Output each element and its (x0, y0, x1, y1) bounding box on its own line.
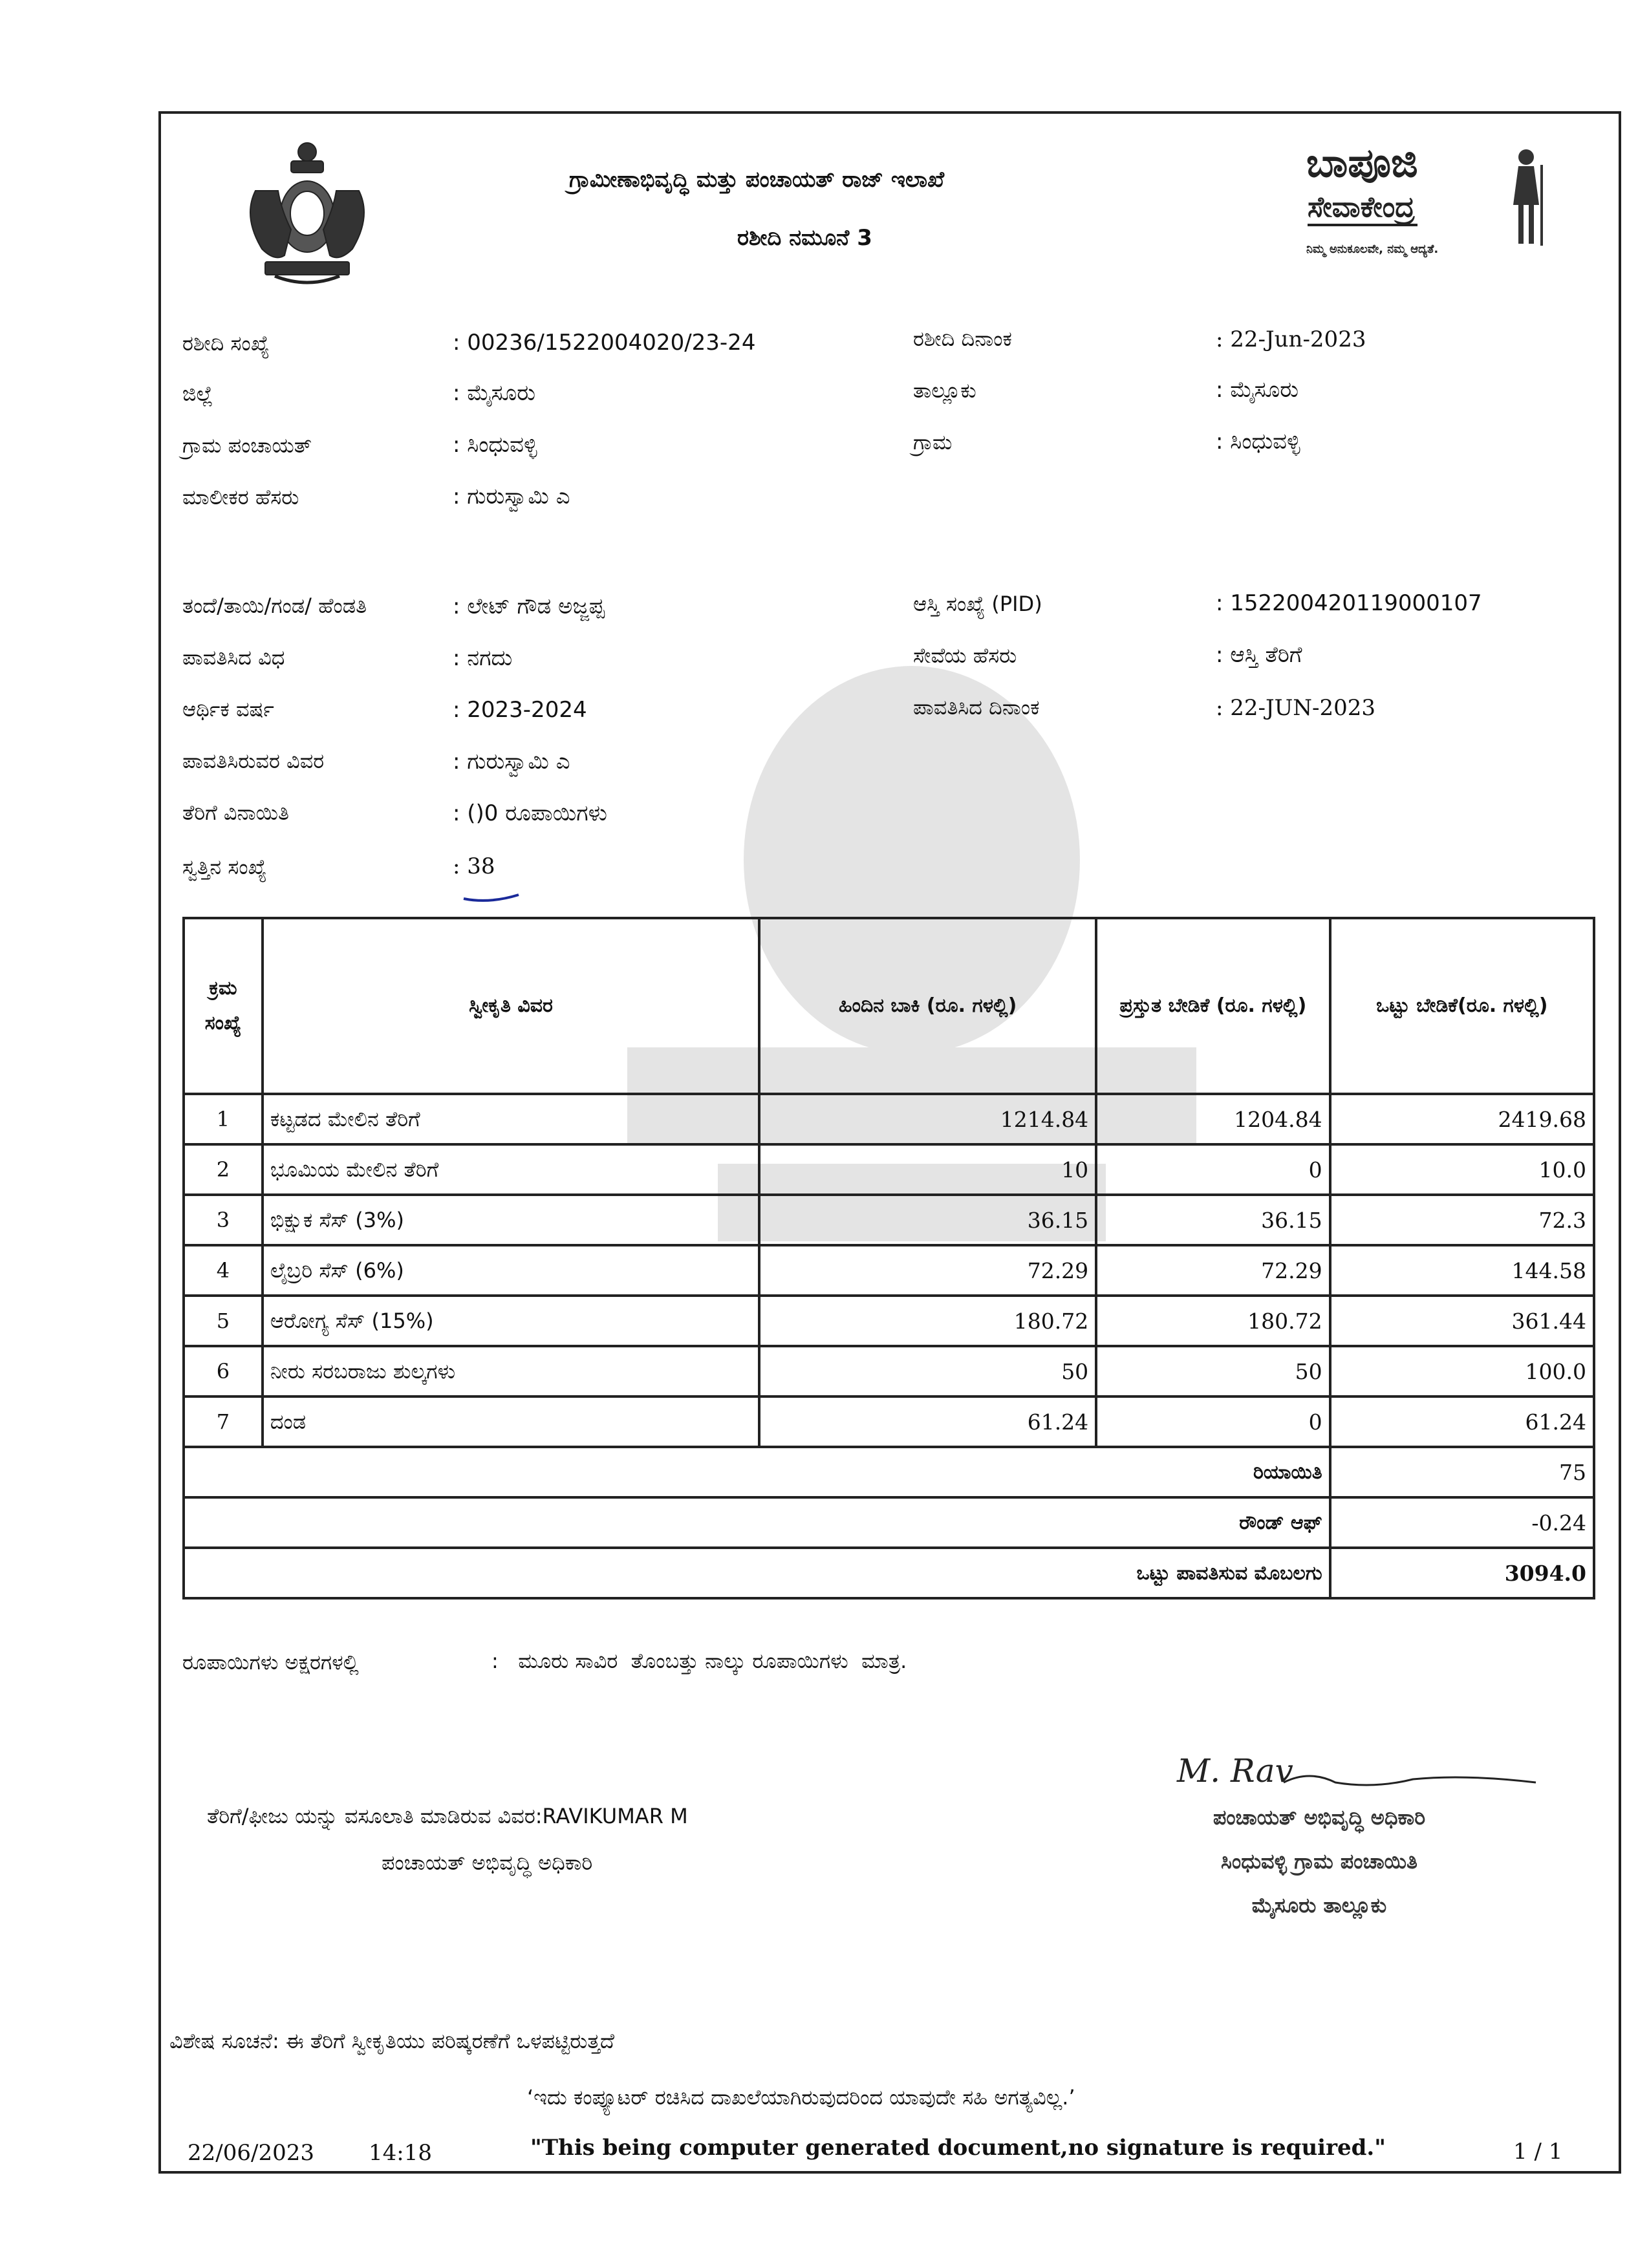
logo-tagline: ನಿಮ್ಮ ಅನುಕೂಲವೇ, ನಮ್ಮ ಆದ್ಯತೆ. (1306, 242, 1439, 256)
cell-description: ದಂಡ (263, 1396, 759, 1447)
field-value: : ಮೈಸೂರು (453, 380, 536, 406)
field-label: ಸೇವೆಯ ಹೆಸರು (913, 643, 1017, 668)
kannada-disclaimer: ‘ಇದು ಕಂಪ್ಯೂಟರ್ ರಚಿಸಿದ ದಾಖಲೆಯಾಗಿರುವುದರಿಂದ ಯಾವುದೇ ಸಹಿ ಅಗತ್ಯವಿಲ್ಲ.’ (527, 2085, 1075, 2110)
department-title: ಗ್ರಾಮೀಣಾಭಿವೃದ್ಧಿ ಮತ್ತು ಪಂಚಾಯತ್ ರಾಜ್ ಇಲಾಖೆ (569, 167, 945, 193)
table-row (184, 1094, 1594, 1144)
field-label: ತಂದೆ/ತಾಯಿ/ಗಂಡ/ ಹೆಂಡತಿ (182, 594, 367, 618)
handwritten-signature: M. Rav (1177, 1752, 1293, 1790)
summary-label: ಒಟ್ಟು ಪಾವತಿಸುವ ಮೊಬಲಗು (184, 1548, 1330, 1598)
cell-sl: 7 (184, 1396, 263, 1447)
logo-name: ಬಾಪೂಜಿ (1306, 139, 1418, 186)
karnataka-emblem-icon (230, 133, 385, 288)
cell-current: 1204.84 (1096, 1094, 1330, 1144)
stamp-line-3: ಮೈಸೂರು ತಾಲ್ಲೂಕು (1251, 1893, 1387, 1918)
field-label: ತಾಲ್ಲೂಕು (913, 378, 976, 403)
cell-previous: 10 (759, 1144, 1096, 1195)
field-label: ರಶೀದಿ ದಿನಾಂಕ (913, 326, 1012, 351)
cell-total: 10.0 (1330, 1144, 1594, 1195)
summary-label: ರಿಯಾಯಿತಿ (184, 1447, 1330, 1497)
field-label: ಪಾವತಿಸಿರುವರ ವಿವರ (182, 749, 325, 773)
field-value: : ()0 ರೂಪಾಯಿಗಳು (453, 800, 607, 826)
cell-description: ಆರೋಗ್ಯ ಸೆಸ್ (15%) (263, 1296, 759, 1346)
bapuji-logo (1306, 139, 1552, 268)
summary-row-total-payable (184, 1548, 1594, 1598)
cell-sl: 5 (184, 1296, 263, 1346)
field-value: : ನಗದು (453, 645, 513, 671)
cell-previous: 72.29 (759, 1245, 1096, 1296)
field-value: : 38 (453, 853, 495, 879)
field-label: ಪಾವತಿಸಿದ ವಿಧ (182, 645, 285, 670)
cell-total: 361.44 (1330, 1296, 1594, 1346)
field-value: : 152200420119000107 (1216, 590, 1482, 616)
field-value: : ಗುರುಸ್ವಾಮಿ ಎ (453, 749, 570, 775)
cell-sl: 6 (184, 1346, 263, 1396)
cell-sl: 1 (184, 1094, 263, 1144)
table-row (184, 1144, 1594, 1195)
collector-designation: ಪಂಚಾಯತ್ ಅಭಿವೃದ್ಧಿ ಅಧಿಕಾರಿ (382, 1850, 593, 1875)
official-stamp (1138, 1752, 1539, 1946)
cell-current: 72.29 (1096, 1245, 1330, 1296)
amount-words-label: ರೂಪಾಯಿಗಳು ಅಕ್ಷರಗಳಲ್ಲಿ (182, 1650, 359, 1674)
cell-current: 0 (1096, 1144, 1330, 1195)
summary-row-round-off (184, 1497, 1594, 1548)
cell-previous: 180.72 (759, 1296, 1096, 1346)
cell-description: ಲೈಬ್ರರಿ ಸೆಸ್ (6%) (263, 1245, 759, 1296)
logo-subtitle: ಸೇವಾಕೇಂದ್ರ (1308, 191, 1417, 226)
field-value: : ಮೈಸೂರು (1216, 377, 1299, 403)
collector-details: ತೆರಿಗೆ/ಫೀಜು ಯನ್ನು ವಸೂಲಾತಿ ಮಾಡಿರುವ ವಿವರ:RAVIKUMAR M (207, 1804, 688, 1828)
field-value: : ಲೇಟ್ ಗೌಡ ಅಜ್ಜಪ್ಪ (453, 594, 605, 619)
table-row (184, 1296, 1594, 1346)
cell-description: ಭೂಮಿಯ ಮೇಲಿನ ತೆರಿಗೆ (263, 1144, 759, 1195)
table-row (184, 1245, 1594, 1296)
col-header-current-demand: ಪ್ರಸ್ತುತ ಬೇಡಿಕೆ (ರೂ. ಗಳಲ್ಲಿ) (1096, 918, 1330, 1094)
cell-total: 2419.68 (1330, 1094, 1594, 1144)
field-value: : 00236/1522004020/23-24 (453, 330, 756, 356)
col-header-total-demand: ಒಟ್ಟು ಬೇಡಿಕೆ(ರೂ. ಗಳಲ್ಲಿ) (1330, 918, 1594, 1094)
field-label: ಗ್ರಾಮ ಪಂಚಾಯತ್ (182, 433, 312, 458)
cell-total: 61.24 (1330, 1396, 1594, 1447)
cell-previous: 36.15 (759, 1195, 1096, 1245)
cell-previous: 50 (759, 1346, 1096, 1396)
field-value: : ಸಿಂಧುವಳ್ಳಿ (453, 432, 537, 458)
summary-value: -0.24 (1330, 1497, 1594, 1548)
cell-total: 72.3 (1330, 1195, 1594, 1245)
summary-value: 3094.0 (1330, 1548, 1594, 1598)
gandhi-figure-icon (1500, 145, 1552, 249)
cell-current: 0 (1096, 1396, 1330, 1447)
stamp-line-1: ಪಂಚಾಯತ್ ಅಭಿವೃದ್ಧಿ ಅಧಿಕಾರಿ (1212, 1805, 1426, 1830)
summary-row-discount (184, 1447, 1594, 1497)
cell-current: 180.72 (1096, 1296, 1330, 1346)
stamp-line-2: ಸಿಂಧುವಳ್ಳಿ ಗ್ರಾಮ ಪಂಚಾಯಿತಿ (1221, 1849, 1417, 1874)
field-value: : 22-Jun-2023 (1216, 326, 1366, 352)
cell-description: ಭಿಕ್ಷುಕ ಸೆಸ್ (3%) (263, 1195, 759, 1245)
english-disclaimer: "This being computer generated document,no signature is required." (530, 2135, 1386, 2161)
field-label: ಆಸ್ತಿ ಸಂಖ್ಯೆ (PID) (913, 592, 1042, 616)
cell-total: 100.0 (1330, 1346, 1594, 1396)
field-label: ಸ್ವತ್ತಿನ ಸಂಖ್ಯೆ (182, 855, 267, 879)
handwritten-underline (462, 891, 521, 904)
field-label: ಗ್ರಾಮ (913, 430, 953, 455)
amount-words-value: : ಮೂರು ಸಾವಿರ ತೊಂಬತ್ತು ನಾಲ್ಕು ರೂಪಾಯಿಗಳು ಮಾತ್ರ. (491, 1649, 907, 1673)
cell-sl: 3 (184, 1195, 263, 1245)
col-header-previous-due: ಹಿಂದಿನ ಬಾಕಿ (ರೂ. ಗಳಲ್ಲಿ) (759, 918, 1096, 1094)
print-time: 14:18 (369, 2140, 432, 2166)
table-row (184, 1195, 1594, 1245)
table-header-row (184, 918, 1594, 1094)
field-value: : ಸಿಂಧುವಳ್ಳಿ (1216, 429, 1300, 455)
cell-description: ನೀರು ಸರಬರಾಜು ಶುಲ್ಕಗಳು (263, 1346, 759, 1396)
print-date: 22/06/2023 (188, 2140, 314, 2166)
field-value: : ಗುರುಸ್ವಾಮಿ ಎ (453, 484, 570, 509)
field-label: ಮಾಲೀಕರ ಹೆಸರು (182, 485, 299, 509)
receipt-table (182, 917, 1595, 1599)
signature-stroke (1280, 1766, 1539, 1792)
page-number: 1 / 1 (1513, 2139, 1563, 2165)
special-note: ವಿಶೇಷ ಸೂಚನೆ: ಈ ತೆರಿಗೆ ಸ್ವೀಕೃತಿಯು ಪರಿಷ್ಕರಣೆಗೆ ಒಳಪಟ್ಟಿರುತ್ತದೆ (169, 2029, 614, 2053)
cell-sl: 2 (184, 1144, 263, 1195)
cell-previous: 61.24 (759, 1396, 1096, 1447)
cell-sl: 4 (184, 1245, 263, 1296)
cell-current: 36.15 (1096, 1195, 1330, 1245)
table-row (184, 1346, 1594, 1396)
field-label: ಪಾವತಿಸಿದ ದಿನಾಂಕ (913, 695, 1040, 720)
cell-current: 50 (1096, 1346, 1330, 1396)
cell-previous: 1214.84 (759, 1094, 1096, 1144)
field-label: ಜಿಲ್ಲೆ (182, 381, 213, 406)
col-header-description: ಸ್ವೀಕೃತಿ ವಿವರ (263, 918, 759, 1094)
summary-value: 75 (1330, 1447, 1594, 1497)
form-name: ರಶೀದಿ ನಮೂನೆ 3 (737, 225, 872, 251)
cell-description: ಕಟ್ಟಡದ ಮೇಲಿನ ತೆರಿಗೆ (263, 1094, 759, 1144)
cell-total: 144.58 (1330, 1245, 1594, 1296)
field-value: : 22-JUN-2023 (1216, 695, 1376, 721)
field-label: ತೆರಿಗೆ ವಿನಾಯಿತಿ (182, 800, 289, 825)
summary-label: ರೌಂಡ್ ಆಫ್ (184, 1497, 1330, 1548)
field-label: ಆರ್ಥಿಕ ವರ್ಷ (182, 697, 274, 722)
field-label: ರಶೀದಿ ಸಂಖ್ಯೆ (182, 331, 270, 356)
field-value: : ಆಸ್ತಿ ತೆರಿಗೆ (1216, 642, 1302, 668)
table-row (184, 1396, 1594, 1447)
col-header-sl: ಕ್ರಮ ಸಂಖ್ಯೆ (184, 918, 263, 1094)
field-value: : 2023-2024 (453, 697, 587, 723)
